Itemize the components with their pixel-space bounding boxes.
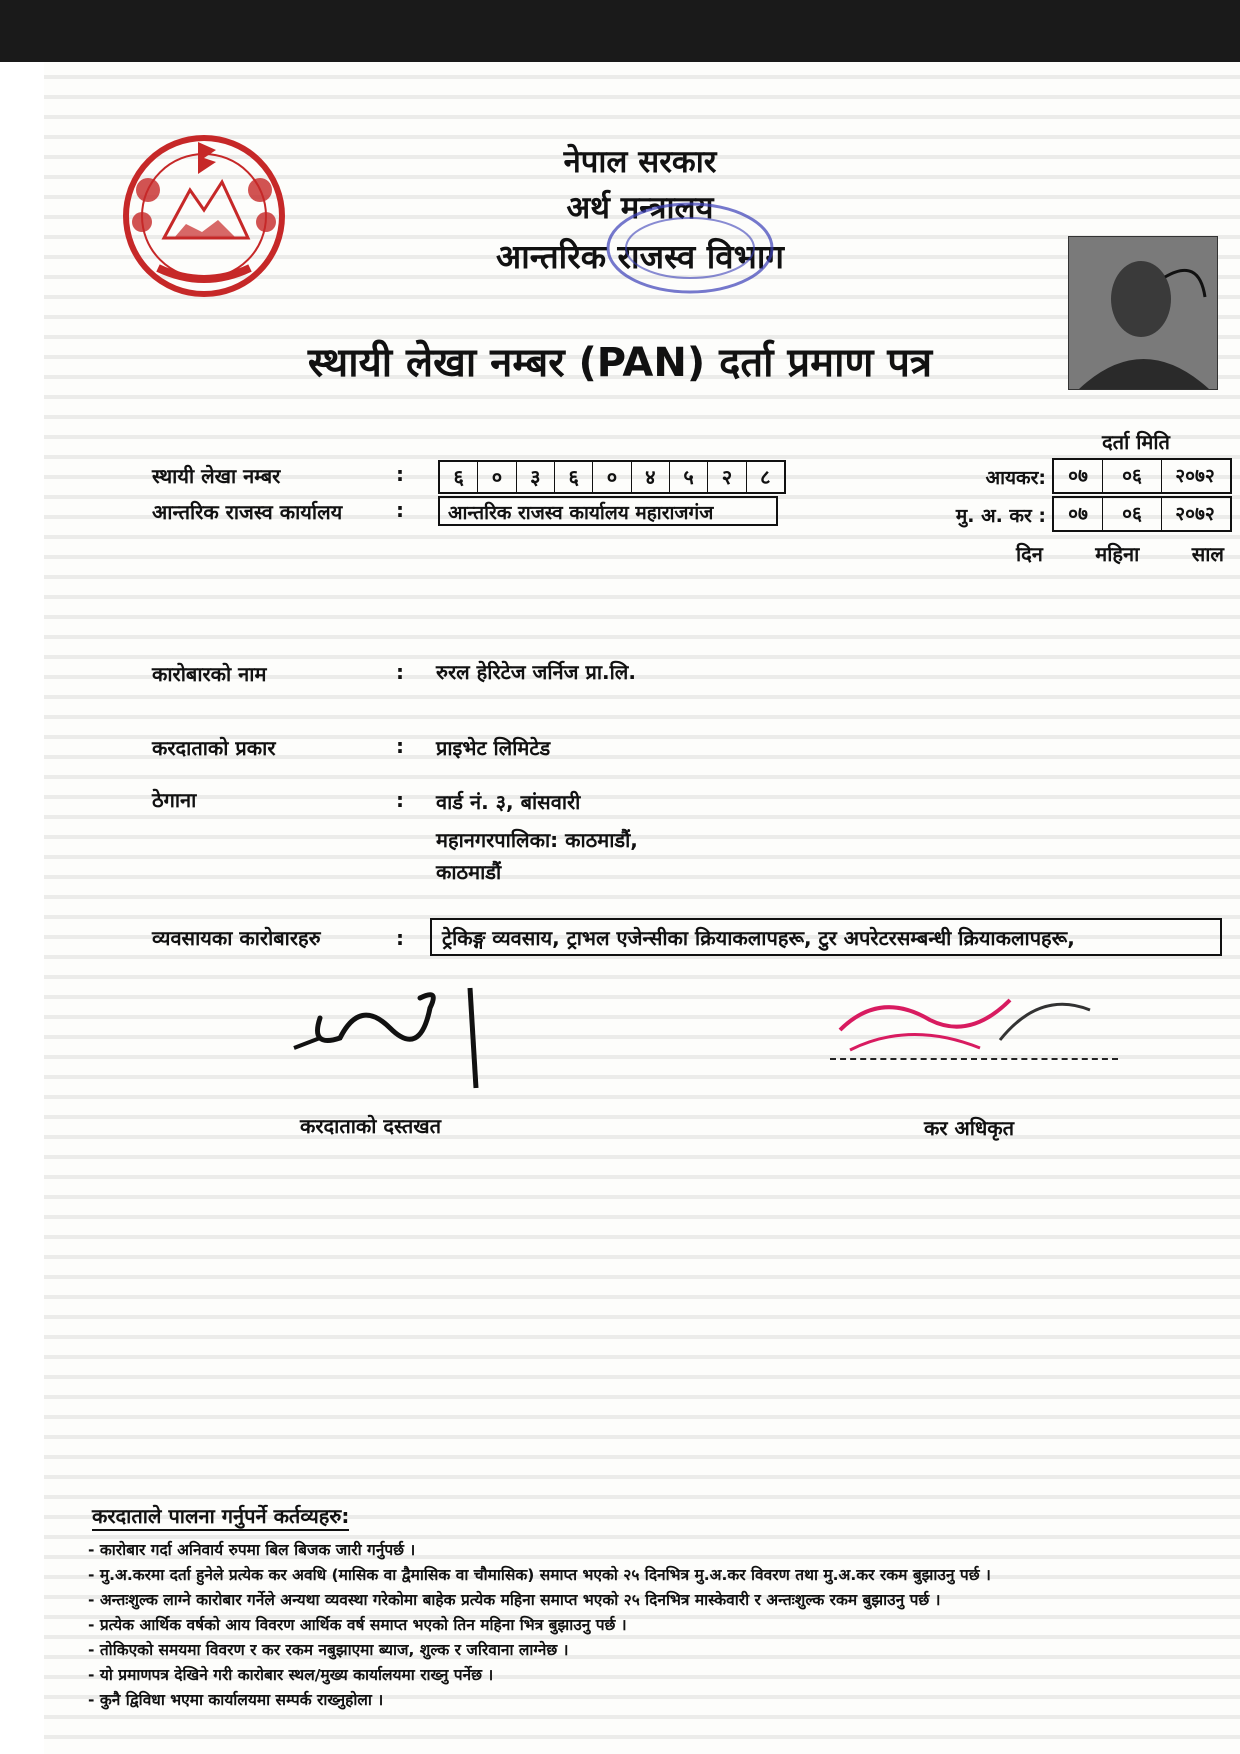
date-day: ०७: [1054, 460, 1103, 492]
date-year: २०७२: [1175, 465, 1215, 487]
legend-month: महिना: [1095, 542, 1140, 566]
pan-label: स्थायी लेखा नम्बर: [152, 464, 281, 488]
office-stamp-icon: [600, 192, 780, 302]
vat-date-label: मु. अ. कर :: [955, 505, 1046, 527]
header-department: आन्तरिक राजस्व विभाग: [495, 237, 784, 276]
duties-title: करदाताले पालना गर्नुपर्ने कर्तव्यहरु:: [92, 1502, 349, 1531]
office-value: आन्तरिक राजस्व कार्यालय महाराजगंज: [438, 496, 778, 526]
date-day: ०७: [1054, 498, 1103, 530]
taxpayer-type-value: प्राइभेट लिमिटेड: [436, 736, 551, 760]
activities-colon: :: [396, 926, 404, 950]
pan-digit: ५: [670, 462, 708, 492]
certificate-title: स्थायी लेखा नम्बर (PAN) दर्ता प्रमाण पत्र: [307, 340, 933, 386]
pan-digit: ८: [760, 465, 771, 489]
duty-item: - मु.अ.करमा दर्ता हुनेले प्रत्येक कर अवधि (मासिक वा द्वैमासिक वा चौमासिक) समाप्त भएको २५ दिनभित्र मु.अ.कर विवरण तथा मु.अ.कर रकम बुझाउनु पर्छ ।: [88, 1563, 1208, 1588]
pan-number-box: [438, 460, 786, 494]
business-name-colon: :: [396, 660, 404, 684]
legend-day: दिन: [1016, 542, 1043, 566]
date-year: २०७२: [1175, 503, 1215, 525]
taxpayer-signature-label: करदाताको दस्तखत: [300, 1114, 441, 1138]
income-tax-date-label: आयकर:: [985, 467, 1046, 489]
pan-digit: ०: [593, 462, 631, 492]
office-label: आन्तरिक राजस्व कार्यालय: [152, 500, 343, 524]
address-line-3: काठमाडौं: [436, 860, 502, 884]
duty-item: - कारोबार गर्दा अनिवार्य रुपमा बिल बिजक जारी गर्नुपर्छ ।: [88, 1538, 1208, 1563]
officer-signature-label: कर अधिकृत: [924, 1116, 1015, 1140]
certificate-sheet: [44, 62, 1240, 1754]
address-line-1: वार्ड नं. ३, बांसवारी: [436, 790, 581, 814]
duties-list: [88, 1538, 1208, 1713]
taxpayer-signature-icon: [280, 978, 540, 1098]
activities-label: व्यवसायका कारोबारहरु: [152, 926, 321, 950]
duty-item: - अन्तःशुल्क लाग्ने कारोबार गर्नेले अन्यथा व्यवस्था गरेकोमा बाहेक प्रत्येक महिना समाप्त भएको २५ दिनभित्र मास्केवारी र अन्तःशुल्क रकम बुझाउनु पर्छ ।: [88, 1588, 1208, 1613]
income-tax-date-box: [1052, 458, 1232, 494]
registration-date-heading: दर्ता मिति: [1102, 430, 1170, 454]
scan-border: [0, 0, 1240, 62]
pan-digit: ४: [632, 462, 670, 492]
pan-digit: ०: [478, 462, 516, 492]
pan-colon: :: [396, 462, 404, 486]
pan-digit: २: [708, 462, 746, 492]
officer-signature-line: [830, 1058, 1118, 1060]
date-month: ०६: [1103, 460, 1162, 492]
pan-digit: ६: [440, 462, 478, 492]
date-legend: [1016, 540, 1224, 567]
address-label: ठेगाना: [152, 788, 197, 812]
legend-year: साल: [1191, 542, 1224, 566]
activities-value: ट्रेकिङ्ग व्यवसाय, ट्राभल एजेन्सीका क्रियाकलापहरू, टुर अपरेटरसम्बन्धी क्रियाकलापहरू,: [430, 918, 1222, 956]
officer-signature-stamp-icon: [820, 980, 1120, 1070]
duty-item: - कुनै द्विविधा भएमा कार्यालयमा सम्पर्क राख्नुहोला ।: [88, 1688, 1208, 1713]
pan-digit: ३: [517, 462, 555, 492]
vat-date-box: [1052, 496, 1232, 532]
pan-digit: ६: [555, 462, 593, 492]
header-government: नेपाल सरकार: [563, 144, 717, 180]
taxpayer-photo: [1068, 236, 1218, 390]
office-colon: :: [396, 498, 404, 522]
duty-item: - प्रत्येक आर्थिक वर्षको आय विवरण आर्थिक वर्ष समाप्त भएको तिन महिना भित्र बुझाउनु पर्छ ।: [88, 1613, 1208, 1638]
business-name-value: रुरल हेरिटेज जर्निज प्रा.लि.: [436, 660, 636, 684]
header-ministry: अर्थ मन्त्रालय: [566, 190, 714, 226]
duty-item: - तोकिएको समयमा विवरण र कर रकम नबुझाएमा ब्याज, शुल्क र जरिवाना लाग्नेछ ।: [88, 1638, 1208, 1663]
address-colon: :: [396, 788, 404, 812]
government-emblem-icon: [118, 128, 290, 300]
business-name-label: कारोबारको नाम: [152, 662, 267, 686]
taxpayer-type-label: करदाताको प्रकार: [152, 736, 276, 760]
duty-item: - यो प्रमाणपत्र देखिने गरी कारोबार स्थल/मुख्य कार्यालयमा राख्नु पर्नेछ ।: [88, 1663, 1208, 1688]
date-month: ०६: [1103, 498, 1162, 530]
address-line-2: महानगरपालिका: काठमाडौं,: [436, 828, 638, 852]
taxpayer-type-colon: :: [396, 734, 404, 758]
